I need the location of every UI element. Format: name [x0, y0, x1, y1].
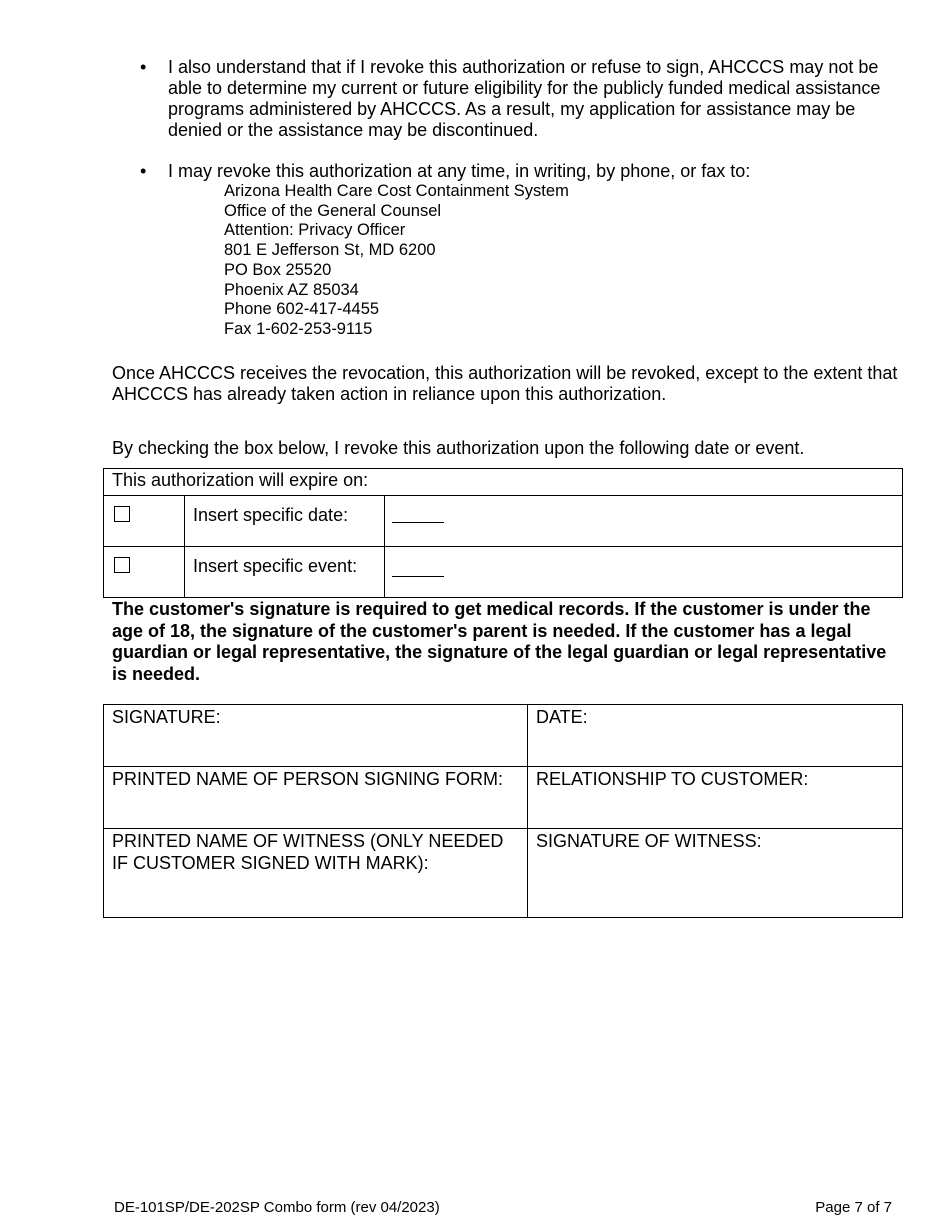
bullet-icon: •	[140, 57, 147, 77]
event-input[interactable]	[392, 558, 444, 577]
address-line: 801 E Jefferson St, MD 6200	[224, 241, 436, 260]
bullet-item	[140, 57, 900, 141]
expiration-header: This authorization will expire on:	[104, 469, 903, 496]
signature-label: SIGNATURE:	[112, 707, 221, 727]
bullet-item	[140, 161, 900, 340]
signature-field[interactable]	[104, 705, 528, 767]
bullet-icon: •	[140, 161, 147, 181]
relationship-label: RELATIONSHIP TO CUSTOMER:	[536, 769, 809, 789]
event-checkbox[interactable]	[114, 557, 130, 573]
date-input[interactable]	[392, 504, 444, 523]
bullet-text: I may revoke this authorization at any time, in writing, by phone, or fax to:	[168, 161, 751, 181]
privacy-officer-address	[168, 182, 900, 340]
page-number: Page 7 of 7	[815, 1199, 892, 1216]
signature-table	[103, 704, 903, 918]
checkbox-instruction: By checking the box below, I revoke this authorization upon the following date or event.	[112, 438, 805, 458]
printed-name-field[interactable]	[104, 767, 528, 829]
address-line: Phone 602-417-4455	[224, 300, 380, 319]
address-line: PO Box 25520	[224, 260, 332, 279]
address-line: Arizona Health Care Cost Containment System	[224, 182, 569, 200]
bullet-text: I also understand that if I revoke this authorization or refuse to sign, AHCCCS may not be able to determine my current or future eligibility for the publicly funded medical assistance programs administered by AHCCCS. As a result, my application for assistance may be denied or the assistance may be discontinued.	[168, 57, 881, 140]
event-label: Insert specific event:	[185, 547, 385, 598]
signature-notice: The customer's signature is required to get medical records. If the customer is under the age of 18, the signature of the customer's parent is needed. If the customer has a legal guardian or legal representative, the signature of the legal guardian or legal representative is needed.	[112, 599, 887, 685]
date-entry-cell	[385, 496, 903, 547]
expiration-table	[103, 468, 903, 598]
printed-name-label: PRINTED NAME OF PERSON SIGNING FORM:	[112, 769, 504, 789]
event-entry-cell	[385, 547, 903, 598]
relationship-field[interactable]	[528, 767, 903, 829]
date-field[interactable]	[528, 705, 903, 767]
date-checkbox-cell	[104, 496, 185, 547]
witness-signature-field[interactable]	[528, 829, 903, 918]
date-label: Insert specific date:	[185, 496, 385, 547]
form-id: DE-101SP/DE-202SP Combo form (rev 04/2023)	[114, 1199, 440, 1216]
witness-name-label: PRINTED NAME OF WITNESS (ONLY NEEDED IF CUSTOMER SIGNED WITH MARK):	[112, 831, 504, 873]
address-line: Attention: Privacy Officer	[224, 221, 406, 240]
witness-name-field[interactable]	[104, 829, 528, 918]
event-checkbox-cell	[104, 547, 185, 598]
date-checkbox[interactable]	[114, 506, 130, 522]
date-field-label: DATE:	[536, 707, 588, 727]
address-line: Fax 1-602-253-9115	[224, 319, 373, 338]
address-line: Office of the General Counsel	[224, 201, 442, 220]
revocation-note: Once AHCCCS receives the revocation, this authorization will be revoked, except to the extent that AHCCCS has already taken action in reliance upon this authorization.	[112, 363, 898, 404]
address-line: Phoenix AZ 85034	[224, 280, 359, 299]
authorization-bullets	[140, 57, 900, 340]
witness-signature-label: SIGNATURE OF WITNESS:	[536, 831, 762, 851]
